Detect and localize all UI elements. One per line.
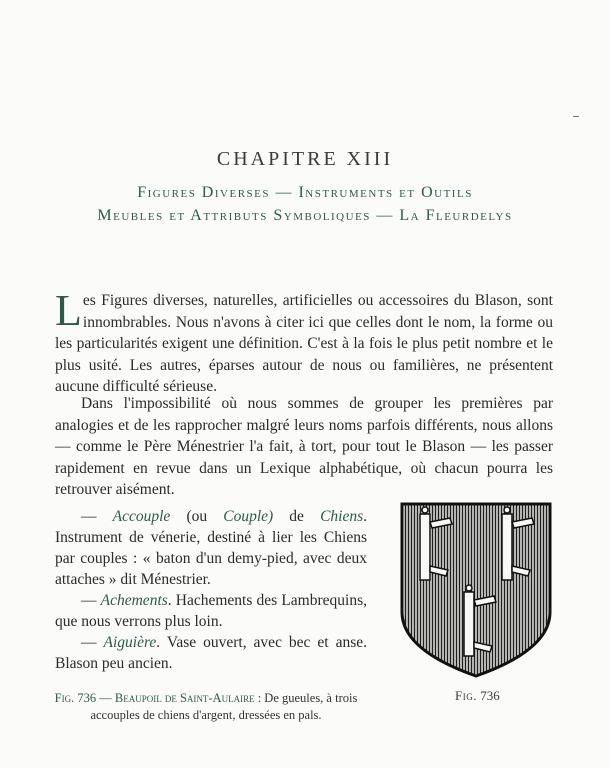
lexicon-entry: — Achements. Hachements des Lambrequins, que nous verrons plus loin. (55, 592, 367, 630)
figure-caption: Fig. 736 — Beaupoil de Saint-Aulaire : De gueules, à trois accouples de chiens d'argent, dressées en pals. (54, 691, 358, 722)
lexicon-entry: — Aiguière. Vase ouvert, avec bec et anse. Blason peu ancien. (55, 634, 367, 672)
intro-paragraph-2: Dans l'impossibilité où nous sommes de grouper les premières par analogies et de les rapprocher malgré leurs noms parfois différents, nous allons — comme le Père Ménestrier l'a fait, à tort, pour tout le Blason — les passer rapidement en revue dans un Lexique alphabétique, où chacun pourra les retrouver aisément. (55, 395, 553, 498)
entry-text: . Hachements des Lambrequins, que nous verrons plus loin. (55, 592, 367, 630)
figure-label: Fig. 736 (455, 688, 500, 703)
page-mark (573, 116, 579, 117)
entry-text: . Vase ouvert, avec bec et anse. Blason peu ancien. (55, 634, 367, 672)
caption-family-name: Beaupoil de Saint-Aulaire (114, 691, 255, 705)
entry-term: Achements (100, 592, 168, 609)
lexicon-entry: — Accouple (ou Couple) de Chiens. Instrument de vénerie, destiné à lier les Chiens par couples : « baton d'un demy-pied, avec deux attaches » dit Ménestrier. (55, 508, 367, 588)
chapter-subtitle-2: Meubles et Attributs Symboliques — La Fleurdelys (97, 207, 513, 224)
chapter-subtitle-1: Figures Diverses — Instruments et Outils (137, 184, 473, 201)
entry-text: . Instrument de vénerie, destiné à lier les Chiens par couples : « baton d'un demy-pied, avec deux attaches » dit Ménestrier. (55, 508, 367, 588)
intro-paragraph-1 (55, 286, 553, 398)
entry-term: Accouple (112, 508, 171, 525)
entry-term-object: Chiens (320, 508, 364, 525)
intro-paragraph-1-text: es Figures diverses, naturelles, artificielles ou accessoires du Blason, sont innombrables. Nous n'avons à citer ici que celles dont le nom, la forme ou les particularités exigent une définition. C'est à la fois le plus petit nombre et le plus usité. Les autres, éparses autour de nous ou familières, ne présentent aucune difficulté sérieuse. (55, 292, 553, 395)
entry-term-alt: Couple) (223, 508, 274, 525)
coat-of-arms-figure (398, 500, 554, 680)
chapter-title: CHAPITRE XIII (216, 148, 394, 170)
drop-cap: L (55, 286, 82, 335)
entry-term: Aiguière (103, 634, 157, 651)
lexicon-entries (55, 506, 367, 674)
heraldic-shield (398, 500, 554, 680)
